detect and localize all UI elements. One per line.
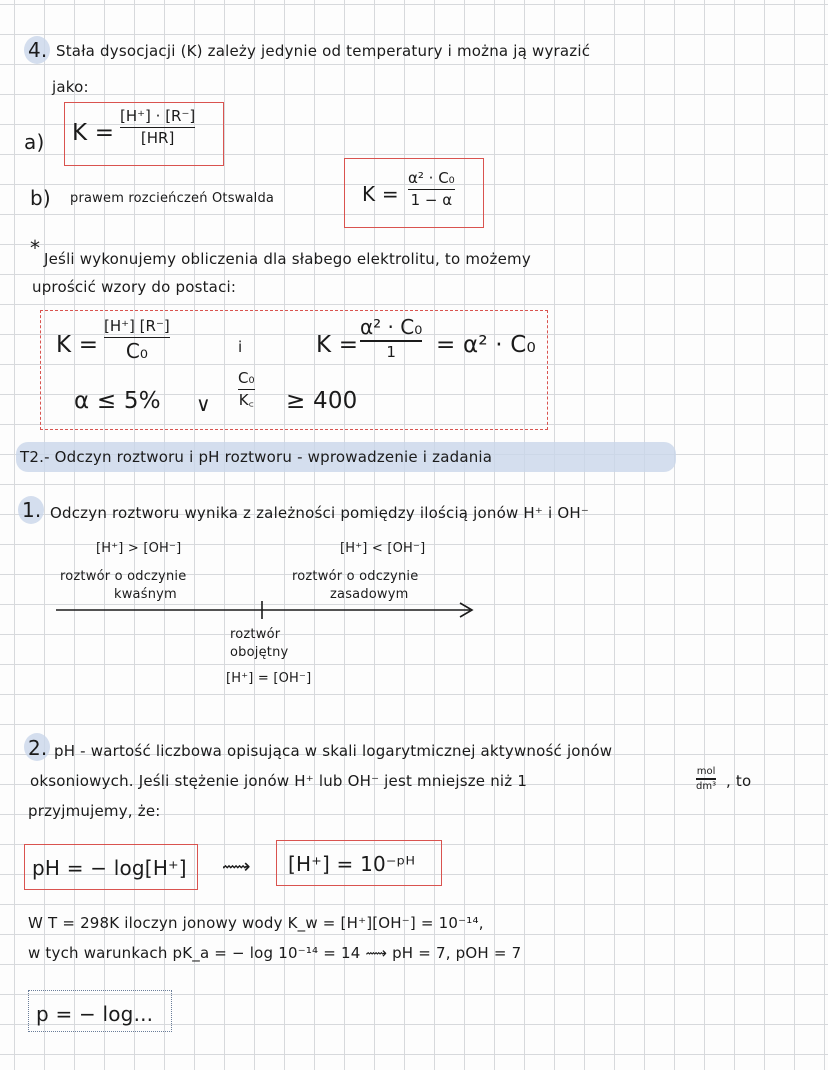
- implies-arrow: ⟿: [222, 854, 251, 878]
- formula-a-den: [HR]: [140, 129, 175, 147]
- note-line2: uprościć wzory do postaci:: [32, 278, 237, 296]
- base-label-1: roztwór o odczynie: [292, 569, 419, 584]
- formula-a-lhs: K =: [72, 120, 115, 146]
- neutral-label-1: roztwór: [230, 627, 281, 642]
- unit-den: dm³: [696, 780, 717, 792]
- acid-relation: [H⁺] > [OH⁻]: [96, 541, 182, 556]
- acid-label-2: kwaśnym: [114, 587, 177, 602]
- simp-k2-den: 1: [386, 342, 396, 361]
- water-line1: W T = 298K iloczyn jonowy wody K_w = [H⁺][OH⁻] = 10⁻¹⁴,: [28, 914, 484, 932]
- formula-b-den: 1 − α: [410, 191, 453, 209]
- h-concentration-formula: [H⁺] = 10⁻ᵖᴴ: [288, 852, 416, 876]
- s2-line2a: oksoniowych. Jeśli stężenie jonów H⁺ lub OH⁻ jest mniejsze niż 1: [30, 772, 528, 790]
- unit-fraction: [696, 766, 716, 792]
- cond-den: K꜀: [238, 391, 254, 409]
- water-line2: w tych warunkach pK_a = − log 10⁻¹⁴ = 14 ⟿ pH = 7, pOH = 7: [28, 944, 522, 962]
- cond-or: ∨: [196, 392, 211, 416]
- cond-alpha: α ≤ 5%: [74, 388, 161, 414]
- simp-k1-lhs: K =: [56, 332, 99, 358]
- label-b: b): [30, 186, 51, 210]
- acid-label-1: roztwór o odczynie: [60, 569, 187, 584]
- base-label-2: zasadowym: [330, 587, 409, 602]
- s2-line2b: , to: [726, 772, 752, 790]
- neutral-relation: [H⁺] = [OH⁻]: [226, 671, 312, 686]
- section-number-4: 4.: [28, 38, 48, 62]
- cond-rhs: ≥ 400: [286, 388, 358, 414]
- neutral-label-2: obojętny: [230, 645, 289, 660]
- s1-text: Odczyn roztworu wynika z zależności pomiędzy ilością jonów H⁺ i OH⁻: [50, 504, 589, 522]
- unit-num: mol: [696, 766, 716, 777]
- note-line1: Jeśli wykonujemy obliczenia dla słabego elektrolitu, to możemy: [44, 250, 531, 268]
- formula-a-num: [H⁺] · [R⁻]: [120, 107, 196, 125]
- formula-b-lhs: K =: [362, 182, 399, 206]
- s2-line3: przyjmujemy, że:: [28, 802, 161, 820]
- p-definition: p = − log...: [36, 1002, 154, 1026]
- simp-and: i: [238, 338, 243, 356]
- simp-k2-lhs: K =: [316, 332, 359, 358]
- section-number-2: 2.: [28, 736, 48, 760]
- simp-k2-rhs: = α² · C₀: [436, 332, 536, 358]
- label-a: a): [24, 130, 45, 154]
- topic-title: T2.- Odczyn roztworu i pH roztworu - wprowadzenie i zadania: [20, 448, 493, 466]
- simp-k2-num: α² · C₀: [360, 315, 423, 339]
- s2-line1: pH - wartość liczbowa opisująca w skali logarytmicznej aktywność jonów: [54, 742, 613, 760]
- s4-line1: Stała dysocjacji (K) zależy jedynie od temperatury i można ją wyrazić: [56, 42, 591, 60]
- section-number-1: 1.: [22, 498, 42, 522]
- fraction-bar: [696, 778, 716, 780]
- b-text: prawem rozcieńczeń Otswalda: [70, 191, 275, 206]
- ph-formula: pH = − log[H⁺]: [32, 856, 187, 880]
- simp-k1-num: [H⁺] [R⁻]: [104, 317, 170, 335]
- note-star: *: [30, 236, 41, 260]
- cond-num: C₀: [238, 369, 255, 387]
- simp-k1-den: C₀: [125, 339, 148, 363]
- formula-b-num: α² · C₀: [408, 169, 455, 187]
- base-relation: [H⁺] < [OH⁻]: [340, 541, 426, 556]
- s4-line2: jako:: [52, 78, 89, 96]
